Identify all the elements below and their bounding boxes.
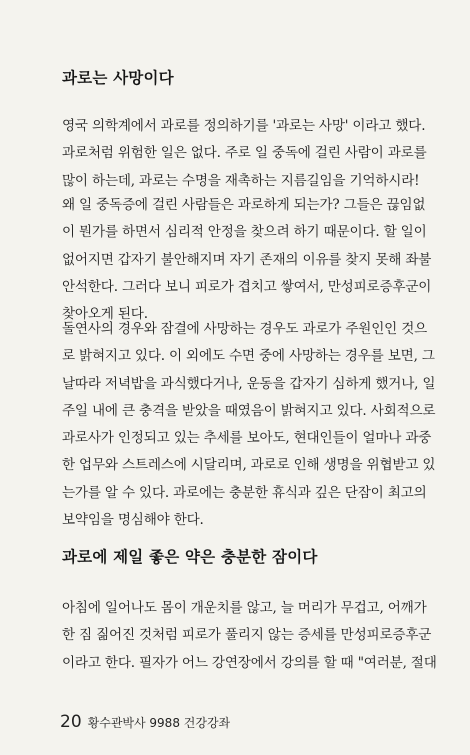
text-line: 날따라 저녁밥을 과식했다거나, 운동을 갑자기 심하게 했거나, 일 bbox=[62, 375, 436, 392]
paragraph bbox=[62, 113, 432, 195]
text-line: 영국 의학계에서 과로를 정의하기를 '과로는 사망' 이라고 했다. bbox=[62, 118, 426, 134]
text-line: 없어지면 갑자기 불안해지며 자기 존재의 이유를 찾지 못해 좌불 bbox=[62, 251, 432, 268]
text-line: 이라고 한다. 필자가 어느 강연장에서 강의를 할 때 "여러분, 절대 bbox=[62, 654, 437, 671]
paragraph bbox=[62, 316, 436, 534]
book-title: 황수관박사 9988 건강강좌 bbox=[87, 716, 231, 730]
text-line: 한 업무와 스트레스에 시달리며, 과로로 인해 생명을 위협받고 있 bbox=[62, 457, 436, 474]
text-line: 로 밝혀지고 있다. 이 외에도 수면 중에 사망하는 경우를 보면, 그 bbox=[62, 348, 435, 365]
section-heading-2: 과로에 제일 좋은 약은 충분한 잠이다 bbox=[62, 548, 318, 566]
section-heading-1: 과로는 사망이다 bbox=[62, 69, 174, 87]
paragraph bbox=[62, 595, 437, 677]
text-line: 주일 내에 큰 충격을 받았을 때였음이 밝혀지고 있다. 사회적으로 bbox=[62, 402, 436, 419]
text-line: 이 뭔가를 하면서 심리적 안정을 찾으려 하기 때문이다. 할 일이 bbox=[62, 224, 427, 241]
text-line: 과로사가 인정되고 있는 추세를 보아도, 현대인들이 얼마나 과중 bbox=[62, 430, 432, 447]
text-line: 많이 하는데, 과로는 수명을 재촉하는 지름길임을 기억하시라! bbox=[62, 172, 420, 189]
page-number: 20 bbox=[60, 712, 82, 732]
text-line: 찾아오게 된다. bbox=[62, 306, 148, 323]
text-line: 는가를 알 수 있다. 과로에는 충분한 휴식과 깊은 단잠이 최고의 bbox=[62, 484, 427, 501]
text-line: 아침에 일어나도 몸이 개운치를 않고, 늘 머리가 무겁고, 어깨가 bbox=[62, 600, 427, 616]
text-line: 한 짐 짊어진 것처럼 피로가 풀리지 않는 증세를 만성피로증후군 bbox=[62, 627, 432, 644]
text-line: 과로처럼 위험한 일은 없다. 주로 일 중독에 걸린 사람이 과로를 bbox=[62, 145, 427, 162]
page-footer bbox=[60, 712, 230, 732]
paragraph bbox=[62, 192, 432, 328]
text-line: 돌연사의 경우와 잠결에 사망하는 경우도 과로가 주원인인 것으 bbox=[62, 321, 428, 337]
text-line: 왜 일 중독증에 걸린 사람들은 과로하게 되는가? 그들은 끊임없 bbox=[62, 197, 426, 213]
text-line: 보약임을 명심해야 한다. bbox=[62, 512, 204, 529]
text-line: 안석한다. 그러다 보니 피로가 겹치고 쌓여서, 만성피로증후군이 bbox=[62, 278, 432, 295]
